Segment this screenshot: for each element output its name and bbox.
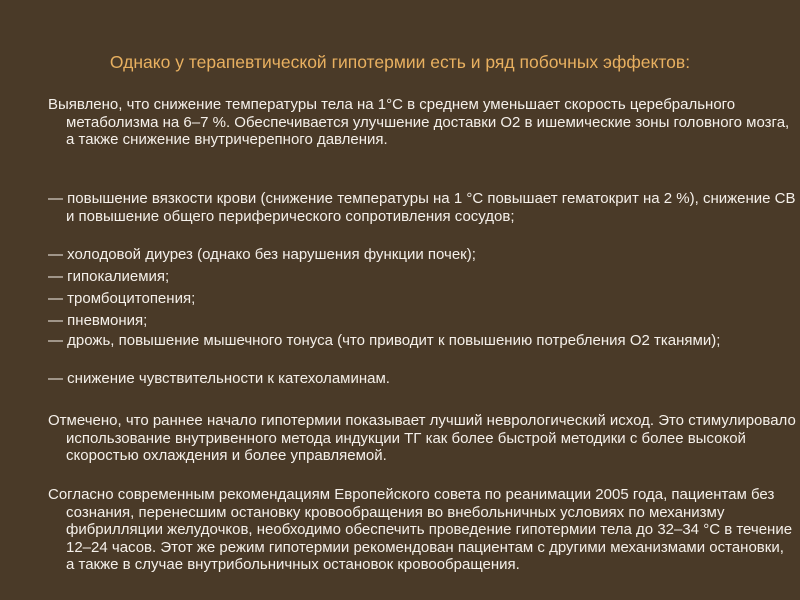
paragraph-early-onset: Отмечено, что раннее начало гипотермии показывает лучший неврологический исход. Это стимулировало использование внутривенного метода индукции ТГ как более быстрой методики с более высокой скоростью охлаждения и более управляемой.	[48, 412, 796, 464]
side-effect-pneumonia: — пневмония;	[48, 312, 148, 329]
side-effect-blood-viscosity: — повышение вязкости крови (снижение температуры на 1 °С повышает гематокрит на 2 %), снижение СВ и повышение общего периферического сопротивления сосудов;	[48, 190, 796, 225]
paragraph-erc-recommendations: Согласно современным рекомендациям Европейского совета по реанимации 2005 года, пациентам без сознания, перенесшим остановку кровообращения во внебольничных условиях по механизму фибрилляции желудочков, необходимо обеспечить проведение гипотермии тела до 32–34 °С в течение 12–24 часов. Этот же режим гипотермии рекомендован пациентам с другими механизмами остановки, а также в случае внутрибольничных остановок кровообращения.	[48, 486, 793, 573]
side-effect-catecholamine-sensitivity: — снижение чувствительности к катехоламинам.	[48, 370, 390, 387]
side-effect-hypokalemia: — гипокалиемия;	[48, 268, 170, 285]
side-effect-thrombocytopenia: — тромбоцитопения;	[48, 290, 196, 307]
side-effect-cold-diuresis: — холодовой диурез (однако без нарушения функции почек);	[48, 246, 476, 263]
side-effect-shivering: — дрожь, повышение мышечного тонуса (что приводит к повышению потребления О2 тканями);	[48, 332, 721, 349]
paragraph-intro: Выявлено, что снижение температуры тела на 1°С в среднем уменьшает скорость церебрального метаболизма на 6–7 %. Обеспечивается улучшение доставки О2 в ишемические зоны головного мозга, а также снижение внутричерепного давления.	[48, 96, 790, 148]
slide-title: Однако у терапевтической гипотермии есть и ряд побочных эффектов:	[109, 52, 691, 72]
